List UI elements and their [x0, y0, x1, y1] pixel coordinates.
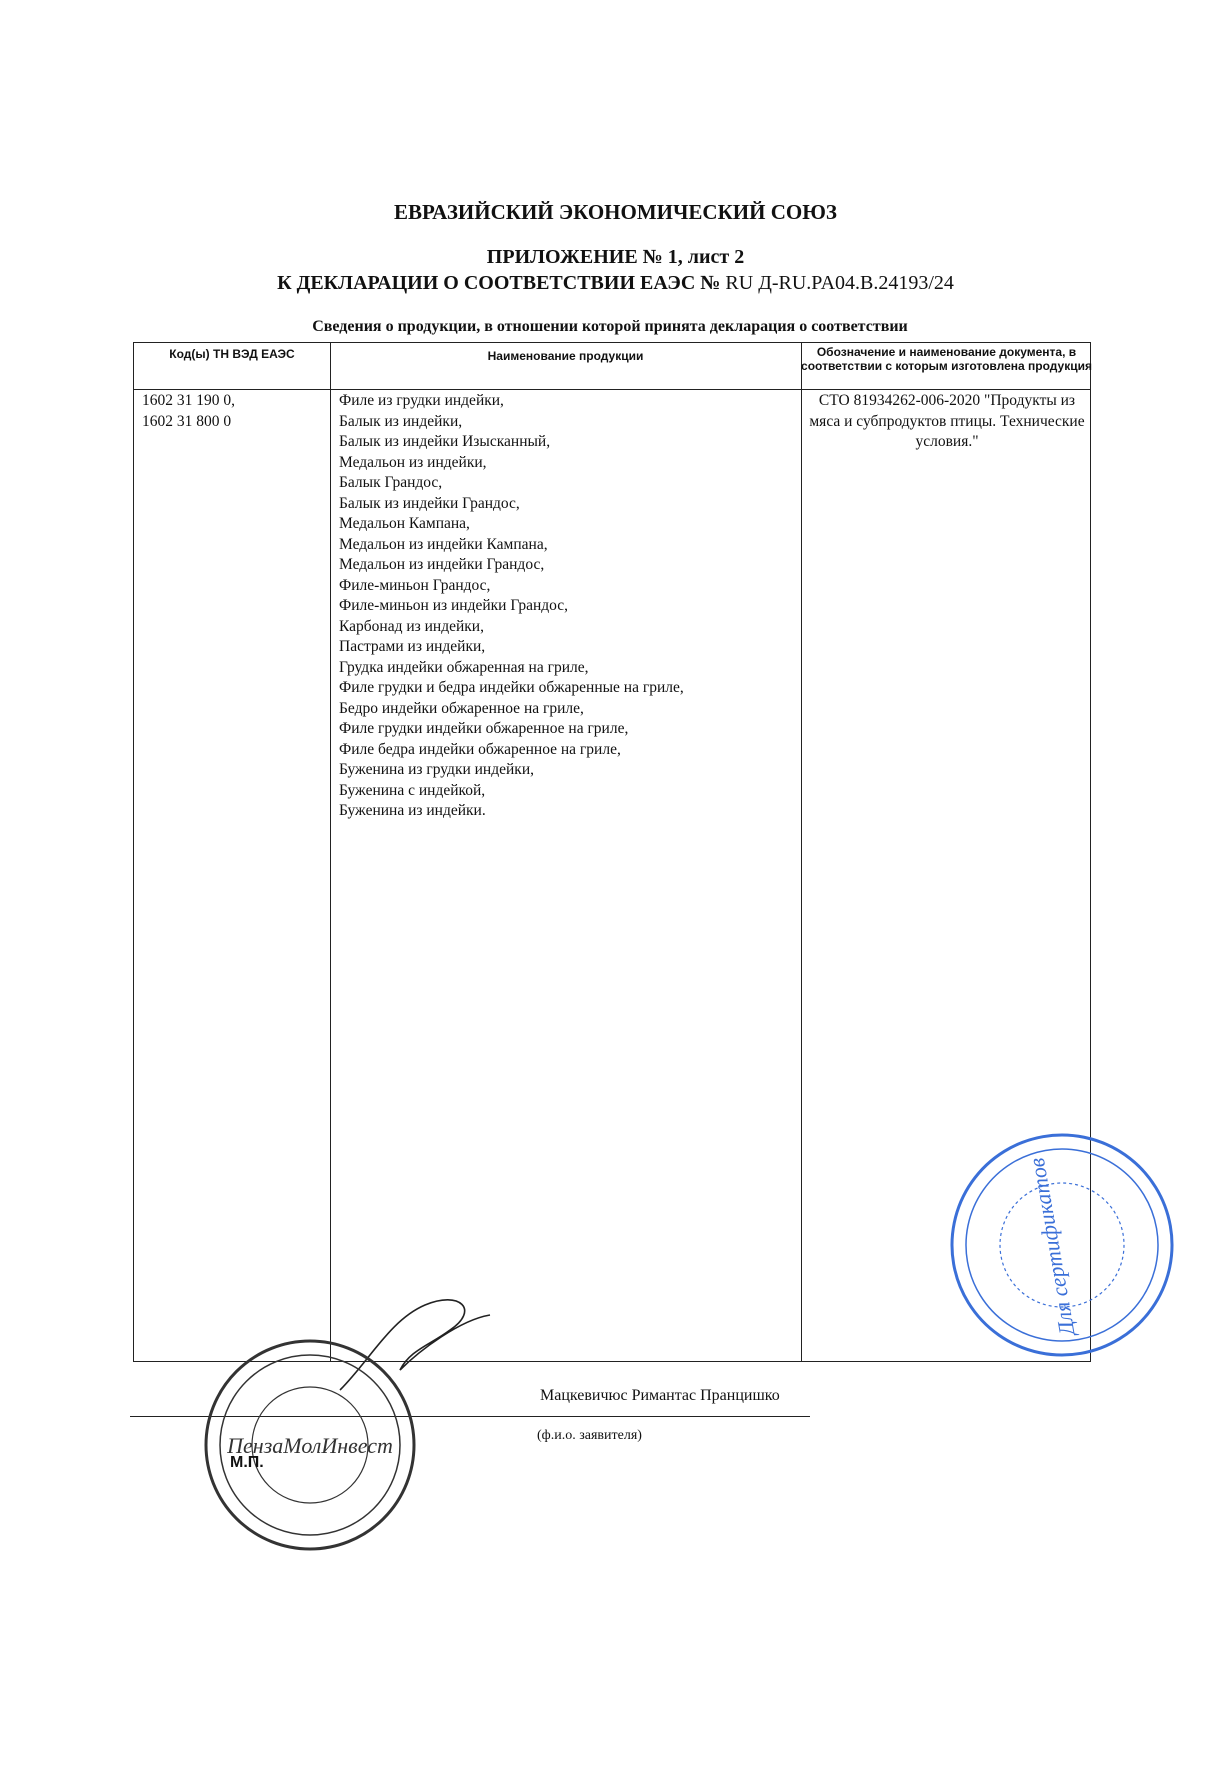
- product-item: Бедро индейки обжаренное на гриле,: [339, 699, 584, 717]
- appendix-title: ПРИЛОЖЕНИЕ № 1, лист 2: [486, 246, 745, 268]
- code-item: 1602 31 800 0: [142, 412, 232, 430]
- product-item: Балык Грандос,: [339, 474, 443, 491]
- product-list: [339, 391, 794, 822]
- product-item: Балык из индейки,: [339, 412, 463, 430]
- product-item: Филе-миньон Грандос,: [339, 576, 491, 594]
- header-product-name: Наименование продукции: [487, 349, 644, 363]
- product-item: Балык из индейки Грандос,: [339, 494, 520, 512]
- product-item: Медальон Кампана,: [339, 515, 470, 532]
- column-divider: [330, 343, 331, 1361]
- signer-name: Мацкевичюс Римантас Пранцишко: [540, 1387, 780, 1404]
- product-item: Буженина из индейки.: [339, 802, 486, 819]
- blue-seal-stamp: [947, 1130, 1177, 1360]
- code-item: 1602 31 190 0,: [142, 392, 235, 409]
- column-divider: [801, 343, 802, 1361]
- product-item: Филе грудки и бедра индейки обжаренные на гриле,: [339, 679, 684, 696]
- declaration-number: RU Д-RU.PA04.B.24193/24: [725, 272, 954, 294]
- union-title: ЕВРАЗИЙСКИЙ ЭКОНОМИЧЕСКИЙ СОЮЗ: [394, 200, 837, 224]
- blue-seal-text: Для сертификатов: [1023, 1156, 1080, 1338]
- product-item: Пастрами из индейки,: [339, 638, 486, 655]
- table-caption: Сведения о продукции, в отношении которой принята декларация о соответствии: [312, 318, 908, 335]
- product-item: Балык из индейки Изысканный,: [339, 433, 551, 450]
- product-item: Филе грудки индейки обжаренное на гриле,: [339, 720, 629, 737]
- company-seal-stamp: [200, 1335, 420, 1555]
- mp-label: М.П.: [230, 1454, 264, 1471]
- product-item: Медальон из индейки,: [339, 453, 487, 471]
- product-item: Филе из грудки индейки,: [339, 392, 504, 409]
- product-item: Буженина из грудки индейки,: [339, 761, 534, 778]
- company-seal-text: ПензаМолИнвест: [227, 1433, 393, 1458]
- code-cell: [142, 391, 322, 432]
- declaration-title: [0, 272, 1231, 295]
- signer-caption: (ф.и.о. заявителя): [537, 1428, 642, 1443]
- product-item: Грудка индейки обжаренная на гриле,: [339, 658, 589, 676]
- declaration-prefix: К ДЕКЛАРАЦИИ О СООТВЕТСТВИИ ЕАЭС №: [277, 272, 721, 294]
- product-item: Карбонад из индейки,: [339, 617, 484, 635]
- product-item: Филе-миньон из индейки Грандос,: [339, 597, 569, 614]
- product-item: Медальон из индейки Кампана,: [339, 535, 548, 553]
- document-reference: СТО 81934262-006-2020 "Продукты из мяса и субпродуктов птицы. Технические условия.": [809, 392, 1085, 450]
- header-divider: [134, 389, 1090, 390]
- header-document: Обозначение и наименование документа, в соответствии с которым изготовлена продукция: [801, 345, 1092, 373]
- product-item: Медальон из индейки Грандос,: [339, 556, 545, 573]
- product-item: Филе бедра индейки обжаренное на гриле,: [339, 740, 621, 758]
- product-item: Буженина с индейкой,: [339, 781, 486, 799]
- header-code: Код(ы) ТН ВЭД ЕАЭС: [169, 347, 295, 361]
